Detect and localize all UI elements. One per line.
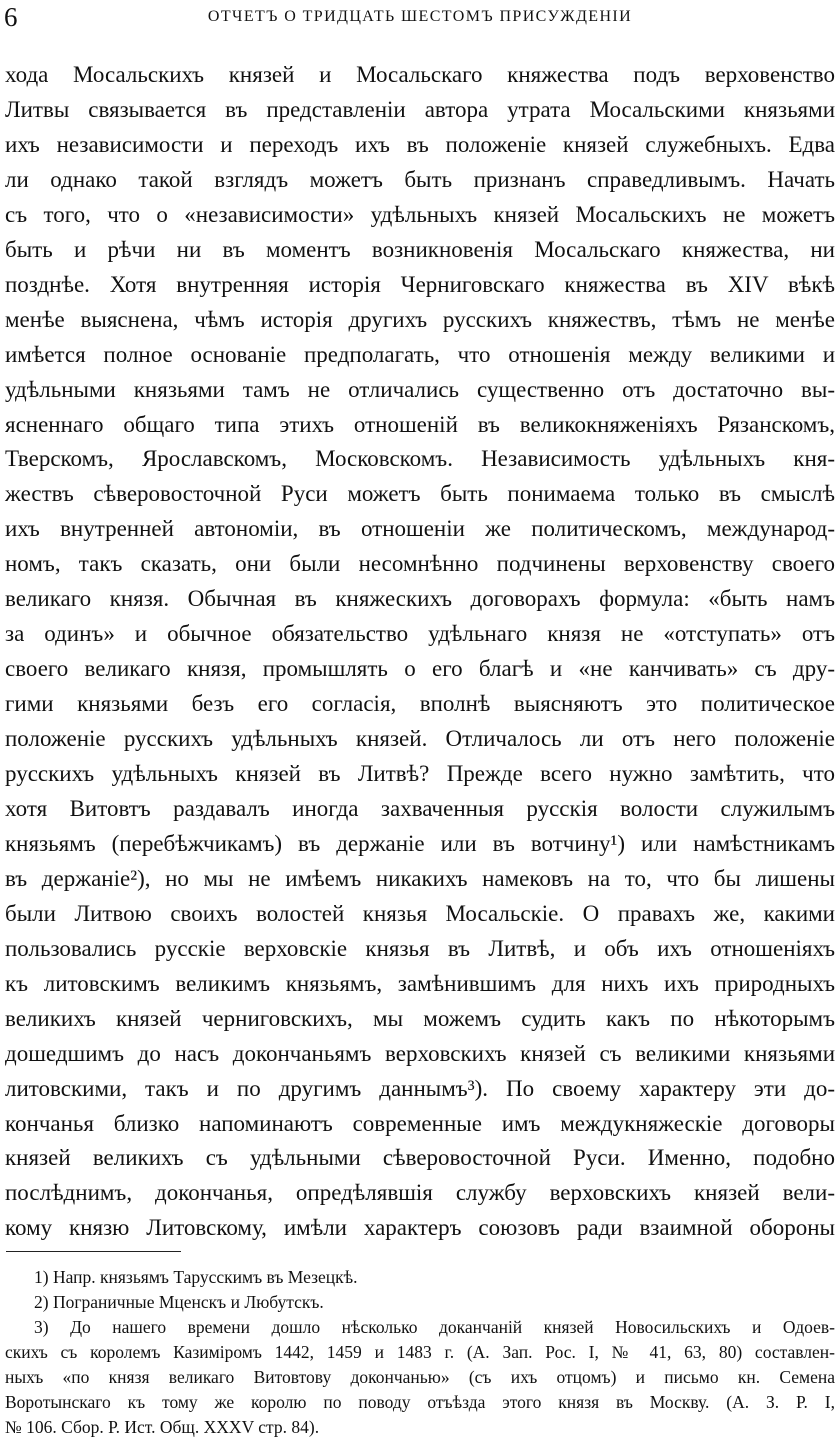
footnote-line: ныхъ «по князя великаго Витовтову докончанью» (съ ихъ отцомъ) и письмо кн. Семена: [5, 1367, 835, 1387]
text-line: быть и рѣчи ни въ моментъ возникновенія Мосальскаго княжества, ни: [5, 236, 835, 262]
running-title: ОТЧЕТЪ О ТРИДЦАТЬ ШЕСТОМЪ ПРИСУЖДЕНІИ: [207, 8, 633, 25]
text-line: позднѣе. Хотя внутренняя исторія Черниговскаго княжества въ XIV вѣкѣ: [5, 271, 835, 297]
text-line: пользовались русскіе верховскіе князья въ Литвѣ, и объ ихъ отношеніяхъ: [5, 935, 835, 961]
text-line: Литвы связывается въ представленіи автора утрата Мосальскими князьями: [5, 96, 835, 122]
text-line: ли однако такой взглядъ можетъ быть признанъ справедливымъ. Начать: [5, 166, 835, 192]
text-line: дошедшимъ до насъ докончаньямъ верховскихъ князей съ великими князьями: [5, 1040, 835, 1066]
text-line: князьямъ (перебѣжчикамъ) въ держаніе или въ вотчину¹) или намѣстникамъ: [5, 830, 835, 856]
text-line: за одинъ» и обычное обязательство удѣльнаго князя не «отступать» отъ: [5, 621, 835, 647]
text-line: были Литвою своихъ волостей князья Мосальскіе. О правахъ же, какими: [5, 900, 835, 926]
text-line: ясненнаго общаго типа этихъ отношеній въ великокняженіяхъ Рязанскомъ,: [5, 411, 835, 437]
text-line: жествъ сѣверовосточной Руси можетъ быть понимаема только въ смыслѣ: [5, 481, 835, 507]
text-line: кончанья близко напоминаютъ современные имъ междукняжескіе договоры: [5, 1110, 835, 1136]
footnote-line: № 106. Сбор. Р. Ист. Общ. XXXV стр. 84).: [5, 1417, 320, 1437]
footnote-separator: [6, 1251, 181, 1252]
footnote-line: Воротынскаго къ тому же королю по поводу отъѣзда этого князя въ Москву. (А. З. Р. I,: [5, 1392, 835, 1412]
text-line: хотя Витовтъ раздавалъ иногда захваченныя русскія волости служилымъ: [5, 795, 835, 821]
text-line: положеніе русскихъ удѣльныхъ князей. Отличалось ли отъ него положеніе: [5, 726, 835, 752]
text-line: къ литовскимъ великимъ князьямъ, замѣнившимъ для нихъ ихъ природныхъ: [5, 970, 835, 996]
text-line: своего великаго князя, промышлять о его благѣ и «не канчивать» съ дру-: [5, 656, 835, 682]
text-line: имѣется полное основаніе предполагать, что отношенія между великими и: [5, 341, 835, 367]
text-line: кому князю Литовскому, имѣли характеръ союзовъ ради взаимной обороны: [5, 1215, 835, 1241]
text-line: номъ, такъ сказать, они были несомнѣнно подчинены верховенству своего: [5, 551, 835, 577]
text-line: гими князьями безъ его согласія, вполнѣ выясняютъ это политическое: [5, 691, 835, 717]
footnote-line: скихъ съ королемъ Казиміромъ 1442, 1459 и 1483 г. (А. Зап. Рос. I, № 41, 63, 80) составлен-: [5, 1342, 835, 1362]
footnote-line: 1) Напр. князьямъ Тарусскимъ въ Мезецкѣ.: [34, 1267, 358, 1287]
text-line: литовскими, такъ и по другимъ даннымъ³). По своему характеру эти до-: [5, 1075, 835, 1101]
text-line: хода Мосальскихъ князей и Мосальскаго княжества подъ верховенство: [5, 62, 835, 87]
text-line: русскихъ удѣльныхъ князей въ Литвѣ? Прежде всего нужно замѣтить, что: [5, 761, 835, 786]
footnote-line: 2) Пограничные Мценскъ и Любутскъ.: [34, 1292, 324, 1312]
text-line: Тверскомъ, Ярославскомъ, Московскомъ. Независимость удѣльныхъ кня-: [5, 446, 835, 472]
text-line: ихъ внутренней автономіи, въ отношеніи же политическомъ, международ-: [5, 516, 835, 542]
text-line: менѣе выяснена, чѣмъ исторія другихъ русскихъ княжествъ, тѣмъ не менѣе: [5, 306, 835, 332]
text-line: великаго князя. Обычная въ княжескихъ договорахъ формула: «быть намъ: [5, 586, 835, 612]
page-number: 6: [4, 2, 18, 32]
text-line: великихъ князей черниговскихъ, мы можемъ судить какъ по нѣкоторымъ: [5, 1005, 835, 1031]
text-line: ихъ независимости и переходъ ихъ въ положеніе князей служебныхъ. Едва: [5, 131, 835, 157]
text-line: удѣльными князьями тамъ не отличались существенно отъ достаточно вы-: [5, 376, 835, 402]
footnote-line: 3) До нашего времени дошло нѣсколько доканчаній князей Новосильскихъ и Одоев-: [34, 1317, 835, 1337]
text-line: въ держаніе²), но мы не имѣемъ никакихъ намековъ на то, что бы лишены: [5, 865, 835, 891]
text-line: князей великихъ съ удѣльными сѣверовосточной Руси. Именно, подобно: [5, 1145, 835, 1171]
text-line: съ того, что о «независимости» удѣльныхъ князей Мосальскихъ не можетъ: [5, 201, 835, 227]
text-line: послѣднимъ, докончанья, опредѣлявшія службу верховскихъ князей вели-: [5, 1180, 835, 1206]
